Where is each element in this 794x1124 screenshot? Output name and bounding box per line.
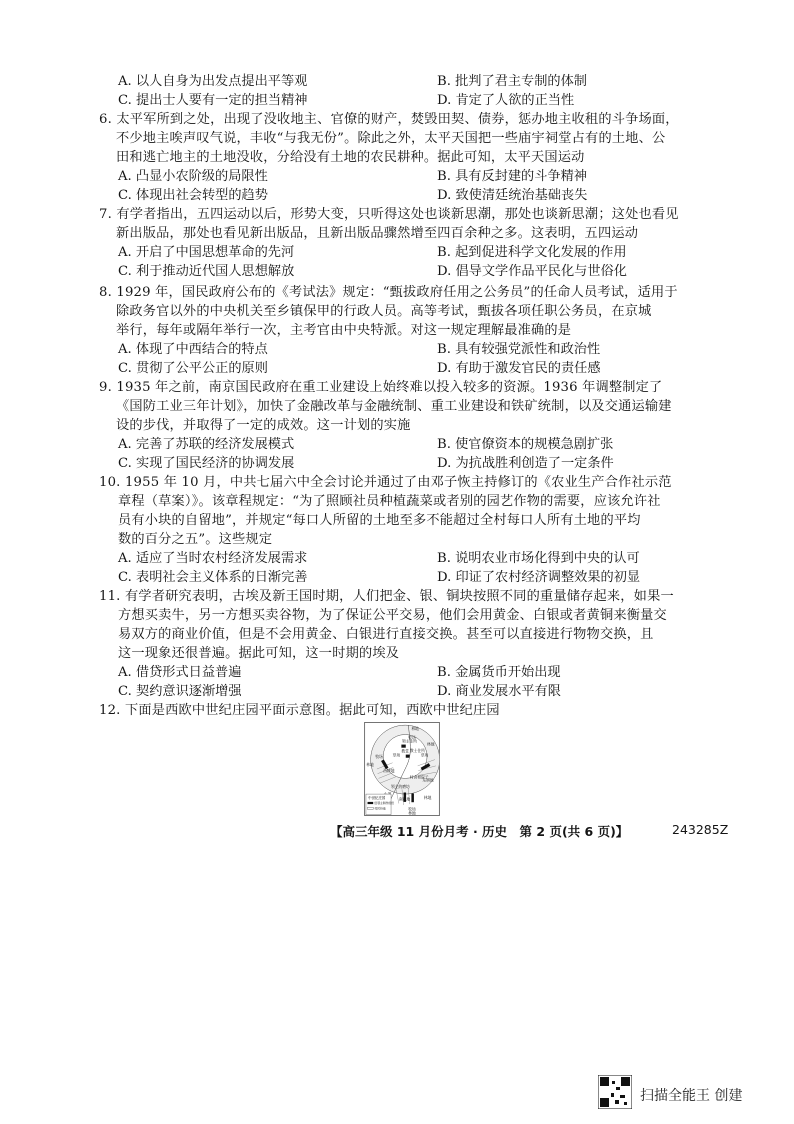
q10-option-c: C. 表明社会主义体系的日渐完善 <box>118 570 308 585</box>
q6-stem-line1: 6. 太平军所到之处，出现了没收地主、官僚的财产，焚毁田契、债券，惩办地主收租的斗争场面， <box>99 112 679 127</box>
q8-option-a: A. 体现了中西结合的特点 <box>118 342 268 357</box>
q7-stem-line1: 7. 有学者指出，五四运动以后，形势大变，只听得这处也谈新思潮，那处也谈新思潮；这处也看见 <box>99 207 679 222</box>
q9-option-b: B. 使官僚资本的规模急剧扩张 <box>437 437 614 452</box>
map-label-forest3: 林地 <box>423 795 432 800</box>
q6-option-d: D. 致使清廷统治基础丧失 <box>437 188 588 203</box>
q6-stem-line3: 田和逃亡地主的土地没收，分给没有土地的农民耕种。据此可知，太平天国运动 <box>116 150 585 165</box>
q11-stem-line2: 方想买卖牛，另一方想买卖谷物，为了保证公平交易，他们会用黄金、白银或者黄铜来衡量交 <box>118 608 667 623</box>
manor-house <box>401 745 405 748</box>
map-label-south: 南耕地 <box>398 797 411 802</box>
q11-option-d: D. 商业发展水平有限 <box>437 684 561 699</box>
q7-stem-line2: 新出版品，那处也看见新出版品，且新出版品骤然增至四百余种之多。这表明，五四运动 <box>116 226 639 241</box>
legend-lord-label: 给领主耕作的田 <box>374 801 395 806</box>
q10-stem-line2: 章程（草案）》。该章程规定：“为了照顾社员种植蔬菜或者别的园艺作物的需要，应该允许社 <box>118 494 661 509</box>
church-building <box>406 755 410 758</box>
legend-peasant-swatch <box>368 807 374 809</box>
q9-option-d: D. 为抗战胜利创造了一定条件 <box>437 456 614 471</box>
map-label-forest4: 林地 <box>408 811 416 816</box>
legend-title: 中世纪庄园 <box>368 795 386 800</box>
scanner-watermark: 扫描全能王 创建 <box>640 1088 743 1104</box>
q7-option-c: C. 利于推动近代国人思想解放 <box>118 264 295 279</box>
map-label-west: 西耕地 <box>383 769 395 774</box>
map-label-pasture1: 牧场 <box>408 736 416 741</box>
q11-stem-line3: 易双方的商业价值，但是不会用黄金、白银进行直接交换。甚至可以直接进行物物交换，且 <box>118 627 654 642</box>
q10-stem-line3: 员有小块的自留地”，并规定“每口人所留的土地至多不能超过全村每口人所有土地的平均 <box>118 513 641 528</box>
q8-stem-line1: 8. 1929 年，国民政府公布的《考试法》规定：“甄拔政府任用之公务员”的任命人员考试，适用于 <box>99 285 678 300</box>
q5-option-d: D. 肯定了人欲的正当性 <box>437 93 575 108</box>
q8-option-c: C. 贯彻了公平公正的原则 <box>118 361 268 376</box>
map-label-pasture3: 牧场 <box>408 807 416 812</box>
page-footer: 【高三年级 11 月份月考 · 历史 第 2 页(共 6 页)】 <box>330 824 629 839</box>
q10-option-a: A. 适应了当时农村经济发展需求 <box>118 551 308 566</box>
map-label-mill: 领主的磨坊 <box>391 784 410 789</box>
qr-code-icon <box>598 1075 632 1109</box>
q11-option-b: B. 金属货币开始出现 <box>437 665 561 680</box>
q11-option-c: C. 契约意识逐渐增强 <box>118 684 242 699</box>
legend-peasant-label: 村民份地 <box>374 806 386 811</box>
q6-option-c: C. 体现出社会转型的趋势 <box>118 188 268 203</box>
q7-option-b: B. 起到促进科学文化发展的作用 <box>437 245 627 260</box>
map-label-village: 村舍和院子 <box>409 775 429 780</box>
q8-stem-line2: 除政务官以外的中央机关至乡镇保甲的行政人员。高等考试，甄拔各项任职公务员，在京城 <box>116 304 652 319</box>
q5-option-b: B. 批判了君主专制的体制 <box>437 74 587 89</box>
q8-option-d: D. 有助于激发官民的责任感 <box>437 361 601 376</box>
exam-code: 243285Z <box>672 822 729 837</box>
map-label-meadow2: 草场 <box>420 753 429 758</box>
q11-stem-line1: 11. 有学者研究表明，古埃及新王国时期，人们把金、银、铜块按照不同的重量储存起来，如果一 <box>99 589 674 604</box>
q10-option-b: B. 说明农业市场化得到中央的认可 <box>437 551 640 566</box>
q10-stem-line1: 10. 1955 年 10 月，中共七届六中全会讨论并通过了由邓子恢主持修订的《农业生产合作社示范 <box>99 475 672 490</box>
map-label-church: 教堂 <box>401 749 409 754</box>
q11-option-a: A. 借贷形式日益普遍 <box>118 665 242 680</box>
q10-stem-line4: 数的百分之五”。这些规定 <box>118 532 273 547</box>
q8-stem-line3: 举行，每年或隔年举行一次，主考官由中央特派。对这一规定理解最准确的是 <box>116 323 572 338</box>
q10-option-d: D. 印证了农村经济调整效果的初显 <box>437 570 641 585</box>
q11-stem-line4: 这一现象还很普遍。据此可知，这一时期的埃及 <box>118 646 400 661</box>
q7-option-a: A. 开启了中国思想革命的先河 <box>118 245 295 260</box>
q12-stem-line1: 12. 下面是西欧中世纪庄园平面示意图。据此可知，西欧中世纪庄园 <box>99 703 500 718</box>
map-label-meadow1: 草场 <box>392 753 401 758</box>
q9-stem-line1: 9. 1935 年之前，南京国民政府在重工业建设上始终难以投入较多的资源。1936 年调整制定了 <box>99 380 663 395</box>
map-label-priest: 教士住所 <box>409 748 425 753</box>
q6-stem-line2: 不少地主唉声叹气说，丰收“与我无份”。除此之外，太平天国把一些庙宇祠堂占有的土地、公 <box>116 131 666 146</box>
map-label-forest-side: 林地 <box>366 762 374 767</box>
q5-option-a: A. 以人自身为出发点提出平等观 <box>118 74 308 89</box>
q9-stem-line2: 《国防工业三年计划》，加快了金融改革与金融统制、重工业建设和铁矿统制，以及交通运输建 <box>116 399 672 414</box>
q9-option-a: A. 完善了苏联的经济发展模式 <box>118 437 295 452</box>
q8-option-b: B. 具有较强党派性和政治性 <box>437 342 601 357</box>
q9-stem-line3: 设的步伐，并取得了一定的成效。这一计划的实施 <box>116 418 411 433</box>
map-label-forest2: 林地 <box>427 742 435 747</box>
map-label-manor: 领主住所 <box>402 739 418 744</box>
map-label-pasture2: 牧场 <box>375 755 383 760</box>
map-label-east: 东耕地 <box>422 778 434 783</box>
q7-option-d: D. 倡导文学作品平民化与世俗化 <box>437 264 627 279</box>
q9-option-c: C. 实现了国民经济的协调发展 <box>118 456 295 471</box>
legend-lord-swatch <box>368 802 374 804</box>
q6-option-b: B. 具有反封建的斗争精神 <box>437 169 587 184</box>
manor-map <box>282 722 522 816</box>
q5-option-c: C. 提出士人要有一定的担当精神 <box>118 93 308 108</box>
q6-option-a: A. 凸显小农阶级的局限性 <box>118 169 268 184</box>
map-label-forest1: 林地 <box>411 726 419 731</box>
